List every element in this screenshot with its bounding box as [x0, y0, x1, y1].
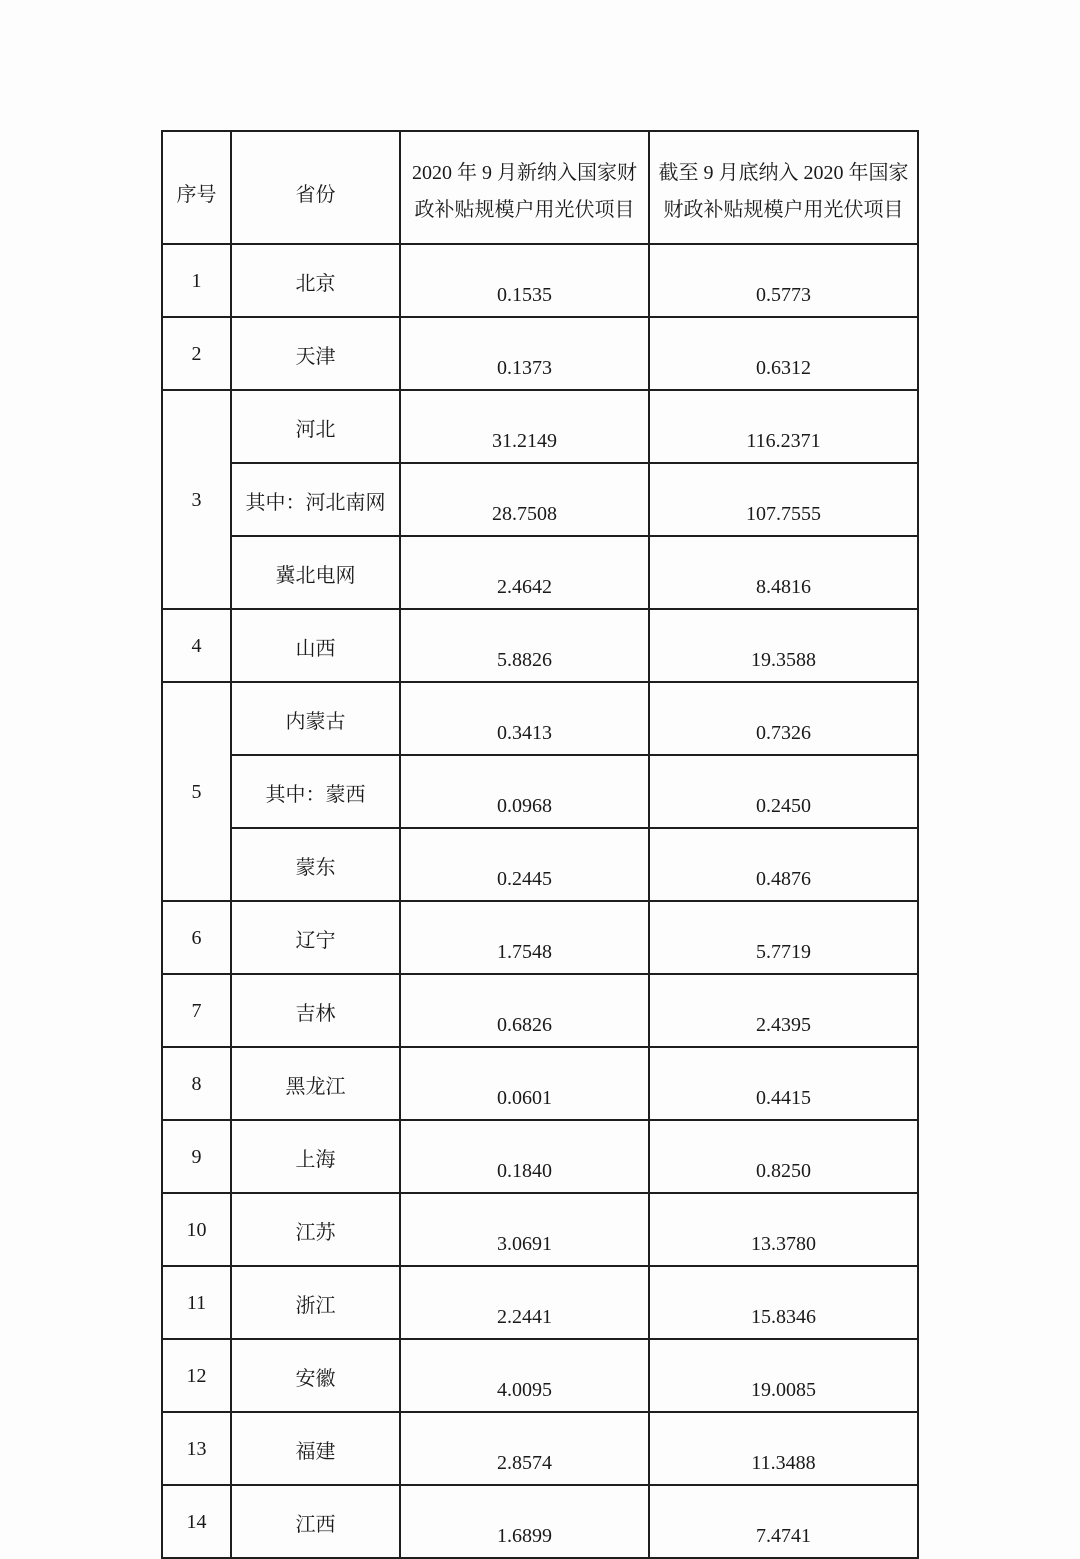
table-row: [162, 1120, 918, 1193]
province-cell: 天津: [231, 317, 400, 390]
row-number-cell: 9: [162, 1120, 231, 1193]
table-row: [162, 1193, 918, 1266]
new-september-value-cell: 0.6826: [400, 974, 649, 1047]
new-september-value-cell: 1.7548: [400, 901, 649, 974]
new-september-value-cell: 2.8574: [400, 1412, 649, 1485]
province-cell: 北京: [231, 244, 400, 317]
new-september-value-cell: 0.1373: [400, 317, 649, 390]
cumulative-value-cell: 8.4816: [649, 536, 918, 609]
table-row: [162, 974, 918, 1047]
cumulative-value-cell: 7.4741: [649, 1485, 918, 1558]
row-number-cell: 8: [162, 1047, 231, 1120]
cumulative-value-cell: 0.5773: [649, 244, 918, 317]
province-cell: 冀北电网: [231, 536, 400, 609]
cumulative-value-cell: 107.7555: [649, 463, 918, 536]
table-row: [162, 1412, 918, 1485]
new-september-value-cell: 2.4642: [400, 536, 649, 609]
table-row: [162, 1047, 918, 1120]
header-province: 省份: [231, 131, 400, 244]
cumulative-value-cell: 0.4876: [649, 828, 918, 901]
province-cell: 上海: [231, 1120, 400, 1193]
new-september-value-cell: 28.7508: [400, 463, 649, 536]
row-number-cell: 3: [162, 390, 231, 609]
table-row: [162, 755, 918, 828]
new-september-value-cell: 1.6899: [400, 1485, 649, 1558]
province-cell: 其中：蒙西: [231, 755, 400, 828]
header-new-september: [400, 131, 649, 244]
row-number-cell: 1: [162, 244, 231, 317]
table-row: [162, 609, 918, 682]
province-cell: 黑龙江: [231, 1047, 400, 1120]
province-cell: 山西: [231, 609, 400, 682]
row-number-cell: 7: [162, 974, 231, 1047]
province-cell: 河北: [231, 390, 400, 463]
new-september-value-cell: 0.2445: [400, 828, 649, 901]
header-cumulative-line2: 财政补贴规模户用光伏项目: [663, 199, 904, 221]
province-cell: 福建: [231, 1412, 400, 1485]
province-cell: 其中：河北南网: [231, 463, 400, 536]
table-row: [162, 463, 918, 536]
province-cell: 蒙东: [231, 828, 400, 901]
header-new-september-line1: 2020 年 9 月新纳入国家财: [412, 162, 637, 184]
new-september-value-cell: 31.2149: [400, 390, 649, 463]
province-cell: 浙江: [231, 1266, 400, 1339]
cumulative-value-cell: 0.8250: [649, 1120, 918, 1193]
header-cumulative-line1: 截至 9 月底纳入 2020 年国家: [658, 162, 909, 184]
province-cell: 内蒙古: [231, 682, 400, 755]
new-september-value-cell: 0.1840: [400, 1120, 649, 1193]
table-row: [162, 901, 918, 974]
row-number-cell: 11: [162, 1266, 231, 1339]
cumulative-value-cell: 0.6312: [649, 317, 918, 390]
province-cell: 安徽: [231, 1339, 400, 1412]
new-september-value-cell: 0.0601: [400, 1047, 649, 1120]
new-september-value-cell: 3.0691: [400, 1193, 649, 1266]
table-row: [162, 536, 918, 609]
province-cell: 江苏: [231, 1193, 400, 1266]
new-september-value-cell: 0.1535: [400, 244, 649, 317]
province-cell: 吉林: [231, 974, 400, 1047]
new-september-value-cell: 4.0095: [400, 1339, 649, 1412]
cumulative-value-cell: 116.2371: [649, 390, 918, 463]
cumulative-value-cell: 2.4395: [649, 974, 918, 1047]
cumulative-value-cell: 0.7326: [649, 682, 918, 755]
table-row: [162, 317, 918, 390]
table-header-row: [162, 131, 918, 244]
table-row: [162, 828, 918, 901]
table-row: [162, 390, 918, 463]
cumulative-value-cell: 0.4415: [649, 1047, 918, 1120]
new-september-value-cell: 2.2441: [400, 1266, 649, 1339]
row-number-cell: 12: [162, 1339, 231, 1412]
cumulative-value-cell: 19.3588: [649, 609, 918, 682]
row-number-cell: 2: [162, 317, 231, 390]
table-row: [162, 1266, 918, 1339]
cumulative-value-cell: 5.7719: [649, 901, 918, 974]
new-september-value-cell: 0.0968: [400, 755, 649, 828]
province-cell: 辽宁: [231, 901, 400, 974]
table-body: [162, 244, 918, 1558]
row-number-cell: 14: [162, 1485, 231, 1558]
row-number-cell: 10: [162, 1193, 231, 1266]
cumulative-value-cell: 0.2450: [649, 755, 918, 828]
header-cumulative: [649, 131, 918, 244]
row-number-cell: 13: [162, 1412, 231, 1485]
new-september-value-cell: 5.8826: [400, 609, 649, 682]
new-september-value-cell: 0.3413: [400, 682, 649, 755]
cumulative-value-cell: 11.3488: [649, 1412, 918, 1485]
table-row: [162, 244, 918, 317]
cumulative-value-cell: 15.8346: [649, 1266, 918, 1339]
subsidy-pv-table: [161, 130, 919, 1559]
row-number-cell: 5: [162, 682, 231, 901]
cumulative-value-cell: 19.0085: [649, 1339, 918, 1412]
table-row: [162, 1485, 918, 1558]
table-row: [162, 1339, 918, 1412]
province-cell: 江西: [231, 1485, 400, 1558]
row-number-cell: 4: [162, 609, 231, 682]
cumulative-value-cell: 13.3780: [649, 1193, 918, 1266]
header-serial-number: 序号: [162, 131, 231, 244]
header-new-september-line2: 政补贴规模户用光伏项目: [414, 199, 635, 221]
row-number-cell: 6: [162, 901, 231, 974]
table-row: [162, 682, 918, 755]
